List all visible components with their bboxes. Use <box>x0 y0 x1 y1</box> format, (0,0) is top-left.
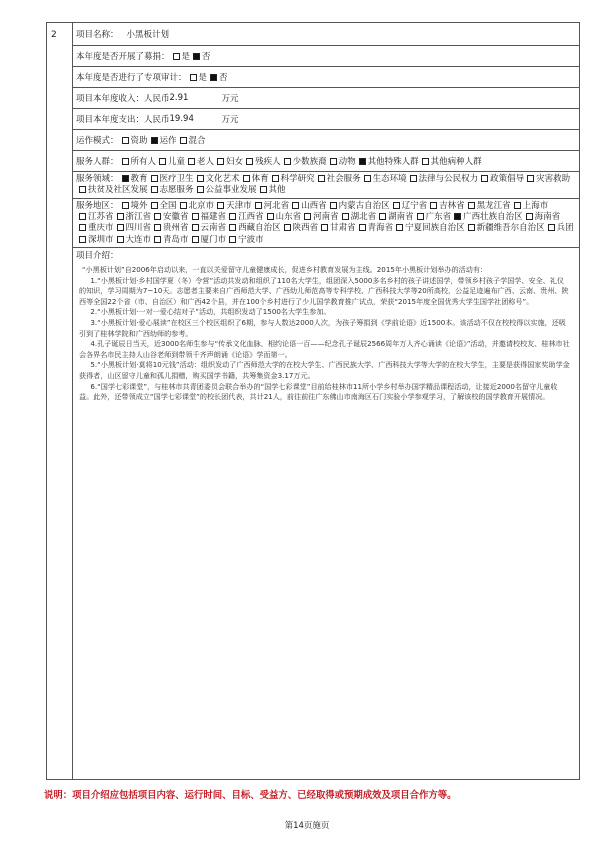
regions-option-label: 江苏省 <box>88 212 114 223</box>
intro-body <box>73 262 579 403</box>
regions-option-label: 湖北省 <box>350 212 377 223</box>
regions-checkbox[interactable] <box>154 236 161 243</box>
operation-option-label: 运作 <box>159 136 177 146</box>
regions-option[interactable] <box>252 201 290 211</box>
operation-checkbox[interactable] <box>151 137 158 144</box>
regions-option[interactable] <box>114 212 152 222</box>
fields-option-label: 公益事业发展 <box>205 185 257 196</box>
regions-label: 服务地区： <box>76 201 119 211</box>
beneficiaries-option[interactable] <box>419 157 482 167</box>
beneficiaries-option-label: 动物 <box>338 157 356 167</box>
regions-checkbox[interactable] <box>229 213 236 220</box>
expense-label: 项目本年度支出：人民币 <box>76 115 170 125</box>
regions-checkbox[interactable] <box>430 202 437 209</box>
fields-option[interactable] <box>524 174 570 184</box>
regions-option-label: 青岛市 <box>163 234 189 245</box>
regions-option-label: 安徽省 <box>163 212 189 223</box>
regions-option-label: 深圳市 <box>88 234 114 245</box>
beneficiaries-option[interactable] <box>119 157 157 167</box>
operation-option[interactable] <box>119 136 148 146</box>
regions-option-label: 广东省 <box>425 212 452 223</box>
fields-option[interactable] <box>240 174 269 184</box>
fields-option[interactable] <box>361 174 407 184</box>
audit-no-label: 否 <box>219 73 228 83</box>
fundraising-question: 本年度是否开展了募捐： <box>76 52 170 62</box>
fields-option[interactable] <box>194 185 257 195</box>
regions-checkbox[interactable] <box>526 213 533 220</box>
regions-option-label: 境外 <box>130 201 148 211</box>
beneficiaries-option[interactable] <box>356 157 419 167</box>
income-unit: 万元 <box>221 94 239 104</box>
regions-checkbox[interactable] <box>255 202 262 209</box>
operation-options <box>119 134 206 146</box>
intro-paragraph: 3.“小黑板计划·爱心展读”在校区三个校区组织了6期，参与人数达2000人次，为孩子筹捐到《学前论语》近1500本。该活动不仅在校校得以实施，还吸引到了桂林学院和广西幼师的参考。 <box>79 317 566 338</box>
operation-row <box>73 130 579 151</box>
beneficiaries-checkbox[interactable] <box>246 158 253 165</box>
regions-option[interactable] <box>76 223 114 233</box>
regions-checkbox[interactable] <box>117 236 124 243</box>
regions-option[interactable] <box>393 223 465 233</box>
regions-options <box>76 201 574 245</box>
regions-checkbox[interactable] <box>229 224 236 231</box>
fields-checkbox[interactable] <box>122 175 129 182</box>
audit-yes-checkbox[interactable] <box>190 74 197 81</box>
fields-checkbox[interactable] <box>243 175 250 182</box>
regions-row <box>73 199 579 248</box>
regions-option[interactable] <box>465 201 511 211</box>
regions-option[interactable] <box>76 212 114 222</box>
regions-checkbox[interactable] <box>396 224 403 231</box>
beneficiaries-checkbox[interactable] <box>217 158 224 165</box>
fields-option-label: 文化艺术 <box>205 174 240 184</box>
fields-option[interactable] <box>257 185 286 195</box>
regions-option-label: 上海市 <box>522 201 549 211</box>
beneficiaries-option[interactable] <box>281 157 327 167</box>
regions-checkbox[interactable] <box>548 224 555 231</box>
regions-option[interactable] <box>226 235 264 245</box>
regions-option-label: 全国 <box>159 201 177 211</box>
regions-option[interactable] <box>390 201 428 211</box>
beneficiaries-label: 服务人群： <box>76 157 119 167</box>
regions-checkbox[interactable] <box>79 236 86 243</box>
audit-row <box>73 67 579 88</box>
beneficiaries-checkbox[interactable] <box>330 158 337 165</box>
intro-paragraph: 2.“小黑板计划·一对一爱心结对子”活动，共组织发动了1500名大学生参加。 <box>90 307 331 317</box>
page-number: 第14页施页 <box>284 821 330 831</box>
regions-option-label: 贵州省 <box>163 223 189 234</box>
fields-checkbox[interactable] <box>197 186 204 193</box>
regions-option[interactable] <box>327 201 390 211</box>
fields-checkbox[interactable] <box>410 175 417 182</box>
income-row <box>73 88 579 109</box>
beneficiaries-option-label: 儿童 <box>168 157 186 167</box>
operation-option[interactable] <box>148 136 177 146</box>
intro-paragraph: 1.“小黑板计划·乡村国学夏（冬）令营”活动共发动和组织了110名大学生，组团深入5000多名乡村的孩子讲述国学，带领乡村孩子学国学、安全、礼仪的知识，学习周期为7~10天。志愿者主要来自广西师范大学、广西幼儿师范高等专科学校、广西科技大学等20所高校，公益足迹遍布广西、云南、贵州、陕西等全国22个省（市、自治区）和广西42个县，并在100个乡村进行了少儿国学教育推广试点，荣获“2015年度全国优秀大学生国学社团称号”。 <box>79 275 569 306</box>
beneficiaries-checkbox[interactable] <box>422 158 429 165</box>
regions-option-label: 黑龙江省 <box>476 201 511 211</box>
regions-checkbox[interactable] <box>393 202 400 209</box>
fundraising-row <box>73 46 579 67</box>
regions-option-label: 四川省 <box>125 223 152 234</box>
regions-option-label: 兵团 <box>556 223 574 234</box>
instruction-note: 说明：项目介绍应包括项目内容、运行时间、目标、受益方、已经取得或预期成效及项目合作方等。 <box>44 790 457 801</box>
fields-checkbox[interactable] <box>527 175 534 182</box>
fields-checkbox[interactable] <box>364 175 371 182</box>
fields-option-label: 教育 <box>130 174 148 184</box>
expense-unit: 万元 <box>221 115 239 125</box>
regions-option[interactable] <box>189 212 227 222</box>
fundraising-yes-label: 是 <box>181 52 191 62</box>
regions-checkbox[interactable] <box>292 202 299 209</box>
regions-option[interactable] <box>289 201 327 211</box>
fields-checkbox[interactable] <box>272 175 279 182</box>
project-table <box>46 22 580 780</box>
intro-paragraph: 4.孔子诞辰日当天，近3000名师生参与“传承文化血脉，相约论语一百——纪念孔子诞辰2566周年万人齐心诵读《论语》”活动，并邀请校校友、桂林市社会各界名市民主持人山谷老师到带领千齐声朗诵《论语》学而第一。 <box>79 339 570 359</box>
fields-option[interactable] <box>119 174 148 184</box>
beneficiaries-option[interactable] <box>214 157 243 167</box>
regions-option[interactable] <box>523 212 561 222</box>
beneficiaries-row <box>73 151 579 172</box>
row-number: 2 <box>51 30 57 40</box>
fields-checkbox[interactable] <box>481 175 488 182</box>
regions-option-label: 吉林省 <box>439 201 465 211</box>
regions-checkbox[interactable] <box>468 202 475 209</box>
regions-option[interactable] <box>264 212 302 222</box>
fundraising-no-label: 否 <box>202 52 211 62</box>
beneficiaries-option-label: 其他特殊人群 <box>367 157 419 167</box>
regions-option-label: 河北省 <box>263 201 290 211</box>
regions-checkbox[interactable] <box>304 213 311 220</box>
fields-options <box>76 174 570 195</box>
beneficiaries-option-label: 少数族裔 <box>292 157 327 167</box>
regions-checkbox[interactable] <box>330 202 337 209</box>
regions-option-label: 大连市 <box>125 234 152 245</box>
regions-option[interactable] <box>151 212 189 222</box>
regions-option[interactable] <box>189 223 227 233</box>
regions-option[interactable] <box>356 223 394 233</box>
regions-option-label: 新疆维吾尔自治区 <box>476 223 545 234</box>
regions-checkbox[interactable] <box>122 202 129 209</box>
regions-checkbox[interactable] <box>468 224 475 231</box>
regions-checkbox[interactable] <box>217 202 224 209</box>
operation-checkbox[interactable] <box>122 137 129 144</box>
beneficiaries-option-label: 老人 <box>197 157 215 167</box>
regions-option-label: 西藏自治区 <box>238 223 281 234</box>
fields-option-label: 科学研究 <box>280 174 315 184</box>
regions-checkbox[interactable] <box>192 213 199 220</box>
regions-option[interactable] <box>465 223 545 233</box>
audit-no-checkbox[interactable] <box>210 74 217 81</box>
expense-amount: 19.94 <box>169 114 194 124</box>
regions-option-label: 湖南省 <box>388 212 414 223</box>
regions-option[interactable] <box>76 235 114 245</box>
regions-checkbox[interactable] <box>379 213 386 220</box>
beneficiaries-checkbox[interactable] <box>159 158 166 165</box>
fields-option-label: 志愿服务 <box>159 185 194 196</box>
regions-checkbox[interactable] <box>117 213 124 220</box>
regions-option[interactable] <box>226 223 281 233</box>
regions-option[interactable] <box>114 223 152 233</box>
fields-option-label: 社会服务 <box>326 174 361 184</box>
regions-checkbox[interactable] <box>117 224 124 231</box>
fields-row <box>73 172 579 199</box>
fields-option-label: 其他 <box>268 185 286 196</box>
beneficiaries-option-label: 其他病种人群 <box>430 157 482 167</box>
regions-checkbox[interactable] <box>154 213 161 220</box>
regions-checkbox[interactable] <box>454 213 461 220</box>
regions-option-label: 甘肃省 <box>330 223 356 234</box>
regions-checkbox[interactable] <box>321 224 328 231</box>
regions-option[interactable] <box>511 201 549 211</box>
regions-checkbox[interactable] <box>154 224 161 231</box>
regions-option-label: 宁波市 <box>238 234 264 245</box>
row-number-cell <box>47 23 73 779</box>
fields-checkbox[interactable] <box>151 175 158 182</box>
regions-checkbox[interactable] <box>417 213 424 220</box>
regions-checkbox[interactable] <box>229 236 236 243</box>
regions-option[interactable] <box>301 212 339 222</box>
project-name-row <box>73 23 579 46</box>
intro-label: 项目介绍： <box>76 251 119 261</box>
regions-option[interactable] <box>451 212 523 222</box>
fields-option[interactable] <box>269 174 315 184</box>
project-name-label: 项目名称： <box>76 30 119 40</box>
fields-checkbox[interactable] <box>318 175 325 182</box>
regions-option-label: 厦门市 <box>200 234 227 245</box>
regions-option[interactable] <box>114 235 152 245</box>
beneficiaries-option[interactable] <box>156 157 185 167</box>
beneficiaries-checkbox[interactable] <box>122 158 129 165</box>
income-label: 项目本年度收入：人民币 <box>76 94 170 104</box>
regions-option-label: 福建省 <box>200 212 227 223</box>
fields-option-label: 生态环境 <box>372 174 407 184</box>
fields-checkbox[interactable] <box>151 186 158 193</box>
fields-option[interactable] <box>194 174 240 184</box>
regions-option-label: 浙江省 <box>125 212 152 223</box>
fields-checkbox[interactable] <box>197 175 204 182</box>
fields-option[interactable] <box>148 185 194 195</box>
regions-checkbox[interactable] <box>192 236 199 243</box>
regions-checkbox[interactable] <box>192 224 199 231</box>
operation-option-label: 资助 <box>130 136 148 146</box>
fields-option[interactable] <box>315 174 361 184</box>
intro-paragraph: 5.“小黑板计划·莫将10元钱”活动：组织发动了广西师范大学的在校大学生、广西民族大学、广西科技大学等大学的在校大学生，主要是获得国家奖助学金获得者，山区留守儿童和孤儿捐赠，购买国学书籍，共筹集资金3.17万元。 <box>79 360 570 380</box>
fields-option-label: 政策倡导 <box>490 174 525 184</box>
beneficiaries-option[interactable] <box>185 157 214 167</box>
beneficiaries-option-label: 所有人 <box>130 157 157 167</box>
intro-paragraph: “小黑板计划”自2006年启动以来，一直以关爱留守儿童健康成长，促进乡村教育发展为主线。2015年小黑板计划举办的活动有： <box>81 265 488 274</box>
regions-checkbox[interactable] <box>514 202 521 209</box>
beneficiaries-checkbox[interactable] <box>359 158 366 165</box>
fields-option[interactable] <box>407 174 479 184</box>
beneficiaries-options <box>119 155 482 167</box>
regions-option[interactable] <box>318 223 356 233</box>
regions-option[interactable] <box>151 223 189 233</box>
regions-option[interactable] <box>189 235 227 245</box>
regions-option-label: 宁夏回族自治区 <box>405 223 465 234</box>
regions-option-label: 山东省 <box>275 212 302 223</box>
fields-option[interactable] <box>478 174 524 184</box>
regions-option-label: 天津市 <box>226 201 252 211</box>
fields-option-label: 扶贫及社区发展 <box>88 185 148 196</box>
beneficiaries-option-label: 残疾人 <box>255 157 281 167</box>
regions-option-label: 广西壮族自治区 <box>463 212 523 223</box>
expense-row <box>73 109 579 130</box>
operation-option[interactable] <box>177 136 206 146</box>
regions-option-label: 海南省 <box>534 212 561 223</box>
regions-option[interactable] <box>151 235 189 245</box>
fundraising-yes-checkbox[interactable] <box>173 53 180 60</box>
fields-option[interactable] <box>148 174 194 184</box>
beneficiaries-option-label: 妇女 <box>226 157 244 167</box>
regions-option[interactable] <box>414 212 452 222</box>
regions-option-label: 内蒙古自治区 <box>338 201 390 211</box>
regions-checkbox[interactable] <box>359 224 366 231</box>
regions-option-label: 河南省 <box>313 212 339 223</box>
beneficiaries-option[interactable] <box>243 157 281 167</box>
fields-option[interactable] <box>76 185 148 195</box>
regions-option-label: 陕西省 <box>292 223 319 234</box>
regions-option[interactable] <box>281 223 319 233</box>
fundraising-no-checkbox[interactable] <box>193 53 200 60</box>
regions-option[interactable] <box>177 201 215 211</box>
regions-option-label: 青海省 <box>367 223 394 234</box>
regions-checkbox[interactable] <box>267 213 274 220</box>
regions-option-label: 云南省 <box>200 223 227 234</box>
regions-option-label: 山西省 <box>301 201 327 211</box>
fields-checkbox[interactable] <box>79 186 86 193</box>
intro-paragraph: 6.“国学七彩课堂”，与桂林市共青团委员会联合举办的“国学七彩课堂”目前给桂林市11所小学乡村举办国学精品课程活动，让接近2000名留守儿童收益。此外，还带领成立“国学七彩课堂”的校长团代表，共计21人，前往前往广东佛山市南海区石门实验小学参观学习，了解该校的国学教育开展情况。 <box>79 381 558 402</box>
regions-option[interactable] <box>226 212 264 222</box>
fields-checkbox[interactable] <box>260 186 267 193</box>
regions-option[interactable] <box>427 201 465 211</box>
project-name-value: 小黑板计划 <box>126 30 170 40</box>
regions-option[interactable] <box>148 201 177 211</box>
beneficiaries-option[interactable] <box>327 157 356 167</box>
intro-label-row <box>73 248 579 262</box>
regions-checkbox[interactable] <box>79 213 86 220</box>
regions-checkbox[interactable] <box>180 202 187 209</box>
fields-option-label: 灾害救助 <box>536 174 571 184</box>
audit-yes-label: 是 <box>198 73 208 83</box>
regions-option[interactable] <box>119 201 148 211</box>
regions-checkbox[interactable] <box>151 202 158 209</box>
fields-label: 服务领域： <box>76 174 119 184</box>
beneficiaries-checkbox[interactable] <box>188 158 195 165</box>
operation-label: 运作模式： <box>76 136 119 146</box>
income-amount: 2.91 <box>169 93 189 103</box>
beneficiaries-checkbox[interactable] <box>284 158 291 165</box>
regions-option[interactable] <box>214 201 252 211</box>
regions-checkbox[interactable] <box>342 213 349 220</box>
regions-checkbox[interactable] <box>79 224 86 231</box>
regions-option-label: 重庆市 <box>88 223 114 234</box>
fields-option-label: 医疗卫生 <box>159 174 194 184</box>
regions-option-label: 北京市 <box>188 201 215 211</box>
regions-option[interactable] <box>376 212 414 222</box>
operation-checkbox[interactable] <box>180 137 187 144</box>
regions-option-label: 辽宁省 <box>401 201 428 211</box>
fields-option-label: 法律与公民权力 <box>418 174 479 184</box>
project-rows <box>73 23 579 403</box>
regions-option[interactable] <box>545 223 574 233</box>
fields-option-label: 体育 <box>251 174 269 184</box>
operation-option-label: 混合 <box>188 136 206 146</box>
audit-question: 本年度是否进行了专项审计： <box>76 73 187 83</box>
regions-option-label: 江西省 <box>238 212 264 223</box>
regions-option[interactable] <box>339 212 377 222</box>
regions-checkbox[interactable] <box>284 224 291 231</box>
